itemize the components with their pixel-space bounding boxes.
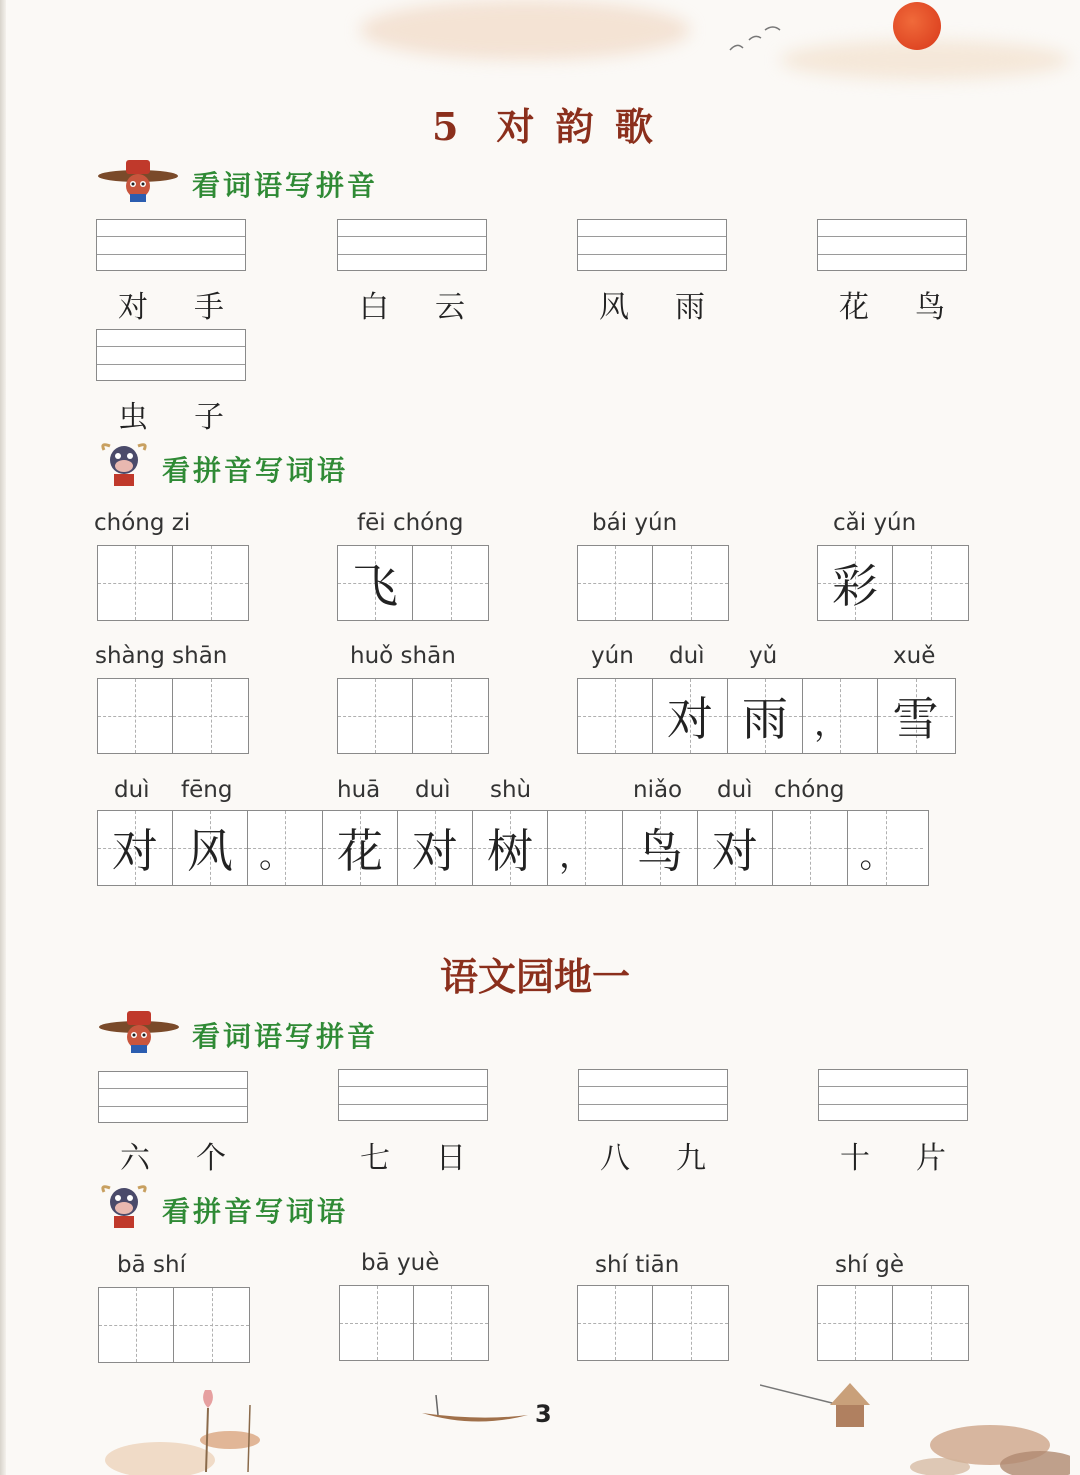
- word-char: 七: [360, 1141, 390, 1176]
- pinyin-answer-box[interactable]: [578, 1069, 728, 1121]
- cell-char: 彩: [832, 559, 878, 613]
- char-grid[interactable]: [339, 1285, 489, 1361]
- cell-char: 对: [712, 824, 758, 878]
- sentence-grid[interactable]: [577, 678, 956, 754]
- pinyin-prompt: yǔ: [749, 643, 778, 669]
- word-char: 个: [196, 1141, 226, 1176]
- word-char: 片: [916, 1141, 946, 1176]
- char-grid[interactable]: [817, 545, 969, 621]
- pinyin-prompt: yún: [591, 643, 634, 669]
- word-char: 风: [599, 290, 629, 325]
- pinyin-prompt: huā: [337, 777, 381, 803]
- char-grid[interactable]: [577, 545, 729, 621]
- char-grid[interactable]: [97, 545, 249, 621]
- bull-mascot-icon: [98, 440, 150, 488]
- char-cell[interactable]: [698, 811, 773, 885]
- sentence-grid[interactable]: [97, 810, 929, 886]
- word-prompt: [817, 282, 967, 326]
- section-heading-write-words: 看拼音写词语: [162, 454, 349, 487]
- cell-punct: ，: [814, 704, 848, 744]
- char-cell[interactable]: [773, 811, 848, 885]
- char-grid[interactable]: [577, 1285, 729, 1361]
- pinyin-answer-box[interactable]: [338, 1069, 488, 1121]
- cloud-wash-decoration: [360, 0, 690, 60]
- section-heading-write-words: 看拼音写词语: [162, 1195, 349, 1228]
- word-char: 手: [194, 290, 224, 325]
- word-char: 云: [435, 290, 465, 325]
- bull-mascot-icon: [98, 1182, 150, 1230]
- pinyin-prompt: chóng zi: [94, 510, 191, 536]
- word-char: 八: [600, 1141, 630, 1176]
- word-prompt: [337, 282, 487, 326]
- char-grid[interactable]: [337, 678, 489, 754]
- char-cell[interactable]: [578, 546, 653, 620]
- word-char: 鸟: [915, 290, 945, 325]
- pinyin-prompt: duì: [415, 777, 451, 803]
- char-cell[interactable]: [728, 679, 803, 753]
- pinyin-answer-box[interactable]: [96, 219, 246, 271]
- char-cell[interactable]: [248, 811, 323, 885]
- word-prompt: [818, 1133, 968, 1177]
- pinyin-prompt: bā yuè: [361, 1250, 440, 1276]
- cell-char: 树: [487, 824, 533, 878]
- pinyin-prompt: duì: [717, 777, 753, 803]
- char-cell[interactable]: [338, 679, 413, 753]
- cell-punct: 。: [859, 836, 894, 876]
- word-prompt: [578, 1133, 728, 1177]
- char-grid[interactable]: [817, 1285, 969, 1361]
- pinyin-answer-box[interactable]: [96, 329, 246, 381]
- char-cell[interactable]: [98, 546, 173, 620]
- char-cell[interactable]: [473, 811, 548, 885]
- pinyin-prompt: niǎo: [633, 777, 683, 803]
- pinyin-prompt: duì: [669, 643, 705, 669]
- char-cell[interactable]: [173, 546, 248, 620]
- word-prompt: [577, 282, 727, 326]
- char-cell[interactable]: [174, 1288, 249, 1362]
- word-char: 十: [840, 1141, 870, 1176]
- char-cell[interactable]: [653, 546, 728, 620]
- pinyin-prompt: huǒ shān: [350, 643, 456, 669]
- section-heading-write-pinyin: 看词语写拼音: [192, 1020, 379, 1053]
- char-cell[interactable]: [578, 679, 653, 753]
- char-grid[interactable]: [337, 545, 489, 621]
- pinyin-prompt: bái yún: [592, 510, 678, 536]
- char-cell[interactable]: [173, 679, 248, 753]
- char-cell[interactable]: [848, 811, 923, 885]
- word-char: 花: [839, 290, 869, 325]
- cell-char: 对: [667, 692, 713, 746]
- pinyin-prompt: fēng: [181, 777, 233, 803]
- pinyin-prompt: cǎi yún: [833, 510, 917, 536]
- pinyin-prompt: bā shí: [117, 1252, 186, 1278]
- cell-char: 雪: [892, 692, 939, 746]
- lesson-number: 5: [432, 104, 463, 149]
- char-cell[interactable]: [338, 546, 413, 620]
- word-char: 对: [118, 290, 148, 325]
- char-cell[interactable]: [893, 1286, 968, 1360]
- page-number: 3: [535, 1400, 552, 1428]
- bull-mascot-hat-icon: [97, 1007, 181, 1055]
- word-char: 日: [436, 1141, 466, 1176]
- char-grid[interactable]: [98, 1287, 250, 1363]
- char-cell[interactable]: [818, 546, 893, 620]
- word-char: 白: [359, 290, 389, 325]
- sun-icon: [893, 2, 941, 50]
- cell-char: 对: [112, 824, 158, 878]
- cell-punct: ，: [559, 836, 593, 876]
- word-prompt: [96, 392, 246, 436]
- cell-char: 风: [187, 824, 233, 878]
- word-char: 子: [194, 400, 224, 435]
- pinyin-answer-box[interactable]: [337, 219, 487, 271]
- boat-icon: [420, 1395, 530, 1435]
- cell-char: 雨: [742, 692, 788, 746]
- pinyin-prompt: shí gè: [835, 1252, 905, 1278]
- lotus-decoration: [100, 1380, 300, 1475]
- word-prompt: [96, 282, 246, 326]
- char-cell[interactable]: [803, 679, 878, 753]
- char-cell[interactable]: [893, 546, 968, 620]
- cell-char: 鸟: [637, 824, 683, 878]
- bull-mascot-hat-icon: [96, 156, 180, 204]
- page-edge: [0, 0, 6, 1475]
- char-cell[interactable]: [653, 1286, 728, 1360]
- char-cell[interactable]: [173, 811, 248, 885]
- word-prompt: [98, 1133, 248, 1177]
- char-cell[interactable]: [99, 1288, 174, 1362]
- garden-title: 语文园地一: [440, 954, 631, 999]
- char-cell[interactable]: [340, 1286, 414, 1360]
- cell-punct: 。: [259, 836, 293, 876]
- char-cell[interactable]: [578, 1286, 653, 1360]
- pinyin-prompt: shàng shān: [95, 643, 228, 669]
- pinyin-answer-box[interactable]: [98, 1071, 248, 1123]
- pinyin-prompt: shù: [490, 777, 532, 803]
- pinyin-prompt: chóng: [774, 777, 845, 803]
- char-cell[interactable]: [818, 1286, 893, 1360]
- char-cell[interactable]: [323, 811, 398, 885]
- char-cell[interactable]: [414, 1286, 488, 1360]
- pinyin-answer-box[interactable]: [817, 219, 967, 271]
- char-cell[interactable]: [398, 811, 473, 885]
- pinyin-answer-box[interactable]: [577, 219, 727, 271]
- pinyin-prompt: fēi chóng: [357, 510, 464, 536]
- pinyin-prompt: duì: [114, 777, 150, 803]
- word-char: 六: [120, 1141, 150, 1176]
- word-char: 九: [676, 1141, 706, 1176]
- char-cell[interactable]: [548, 811, 623, 885]
- char-grid[interactable]: [97, 678, 249, 754]
- char-cell[interactable]: [878, 679, 953, 753]
- word-char: 虫: [118, 400, 148, 435]
- fisherman-decoration: [760, 1375, 1070, 1475]
- char-cell[interactable]: [623, 811, 698, 885]
- cell-char: 对: [412, 824, 458, 878]
- lesson-name: 对 韵 歌: [496, 104, 657, 149]
- char-cell[interactable]: [413, 679, 488, 753]
- pinyin-answer-box[interactable]: [818, 1069, 968, 1121]
- lesson-title: [432, 96, 657, 151]
- char-cell[interactable]: [653, 679, 728, 753]
- char-cell[interactable]: [98, 811, 173, 885]
- pinyin-prompt: xuě: [893, 643, 936, 669]
- word-prompt: [338, 1133, 488, 1177]
- cell-char: 飞: [352, 559, 398, 613]
- birds-icon: [725, 18, 795, 58]
- word-char: 雨: [675, 290, 705, 325]
- char-cell[interactable]: [413, 546, 488, 620]
- char-cell[interactable]: [98, 679, 173, 753]
- section-heading-write-pinyin: 看词语写拼音: [192, 169, 379, 202]
- pinyin-prompt: shí tiān: [595, 1252, 680, 1278]
- cell-char: 花: [337, 824, 383, 878]
